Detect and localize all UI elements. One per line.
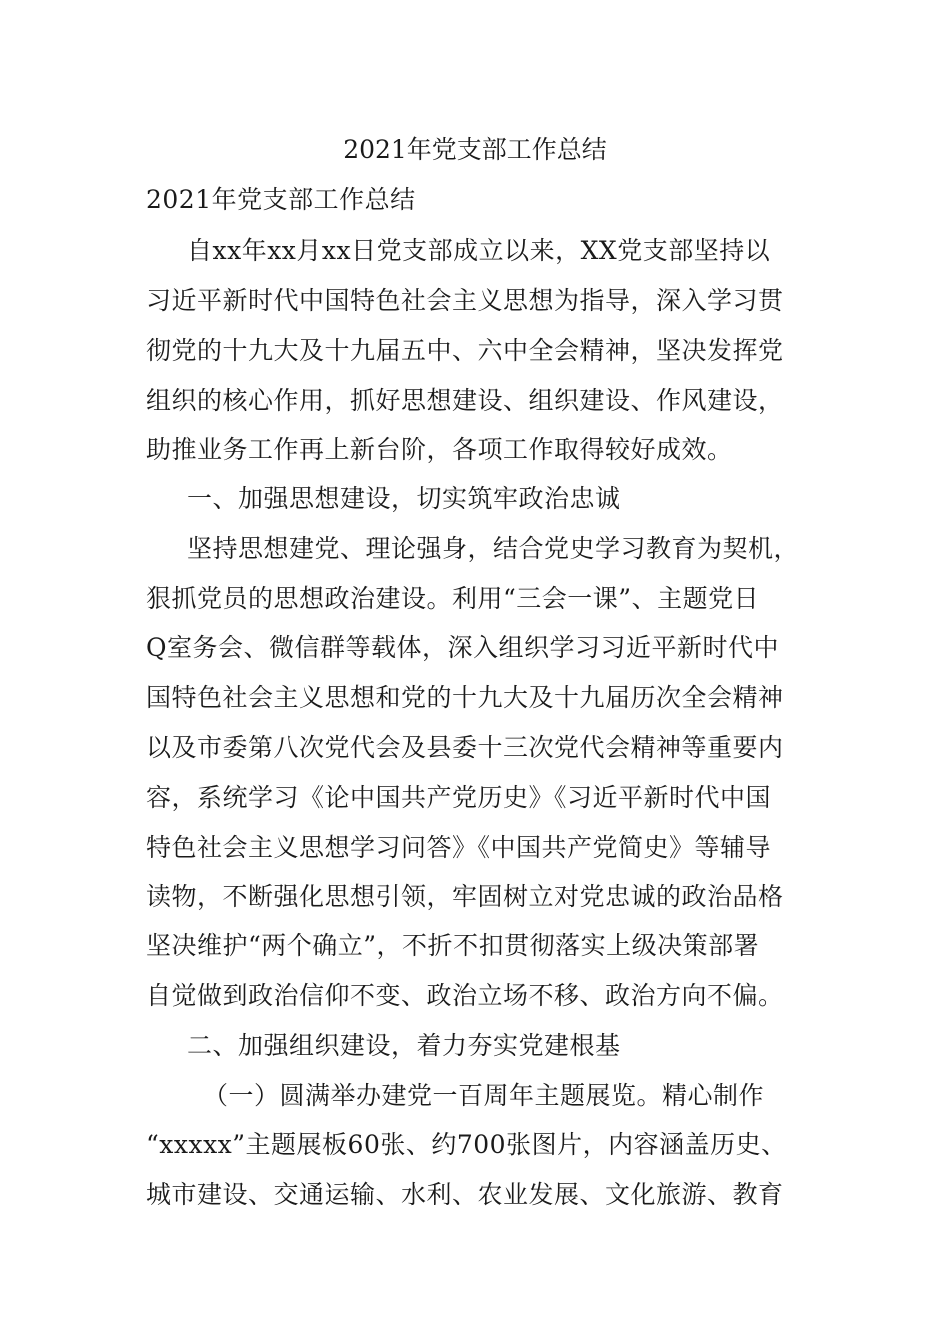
paragraph-line: 特色社会主义思想学习问答》《中国共产党简史》等辅导	[146, 833, 772, 862]
paragraph-line: 彻党的十九大及十九届五中、六中全会精神，坚决发挥党	[146, 336, 784, 365]
paragraph-line: 容，系统学习《论中国共产党历史》《习近平新时代中国	[146, 783, 772, 812]
paragraph-line: Q室务会、微信群等载体，深入组织学习习近平新时代中	[146, 633, 779, 662]
document-title: 2021年党支部工作总结	[343, 135, 607, 164]
paragraph-line: “xxxxx”主题展板60张、约700张图片，内容涵盖历史、	[146, 1130, 787, 1159]
document-subtitle: 2021年党支部工作总结	[146, 185, 416, 214]
section-heading-2: 二、加强组织建设，着力夯实党建根基	[187, 1031, 621, 1060]
paragraph-line: 习近平新时代中国特色社会主义思想为指导，深入学习贯	[146, 286, 784, 315]
paragraph-line: 组织的核心作用，抓好思想建设、组织建设、作风建设，	[146, 386, 784, 415]
paragraph-line: 以及市委第八次党代会及县委十三次党代会精神等重要内	[146, 733, 784, 762]
section-heading-1: 一、加强思想建设，切实筑牢政治忠诚	[187, 484, 621, 513]
paragraph-line: 城市建设、交通运输、水利、农业发展、文化旅游、教育	[146, 1180, 784, 1209]
paragraph-line: 助推业务工作再上新台阶，各项工作取得较好成效。	[146, 435, 733, 464]
paragraph-line: （一）圆满举办建党一百周年主题展览。精心制作	[203, 1081, 765, 1110]
paragraph-line: 自xx年xx月xx日党支部成立以来，XX党支部坚持以	[187, 236, 771, 265]
paragraph-line: 读物，不断强化思想引领，牢固树立对党忠诚的政治品格	[146, 882, 784, 911]
paragraph-line: 坚决维护“两个确立”，不折不扣贯彻落实上级决策部署	[146, 931, 760, 960]
paragraph-line: 自觉做到政治信仰不变、政治立场不移、政治方向不偏。	[146, 981, 784, 1010]
paragraph-line: 国特色社会主义思想和党的十九大及十九届历次全会精神	[146, 683, 784, 712]
paragraph-line: 狠抓党员的思想政治建设。利用“三会一课”、主题党日	[146, 584, 760, 613]
paragraph-line: 坚持思想建党、理论强身，结合党史学习教育为契机，	[187, 534, 800, 563]
